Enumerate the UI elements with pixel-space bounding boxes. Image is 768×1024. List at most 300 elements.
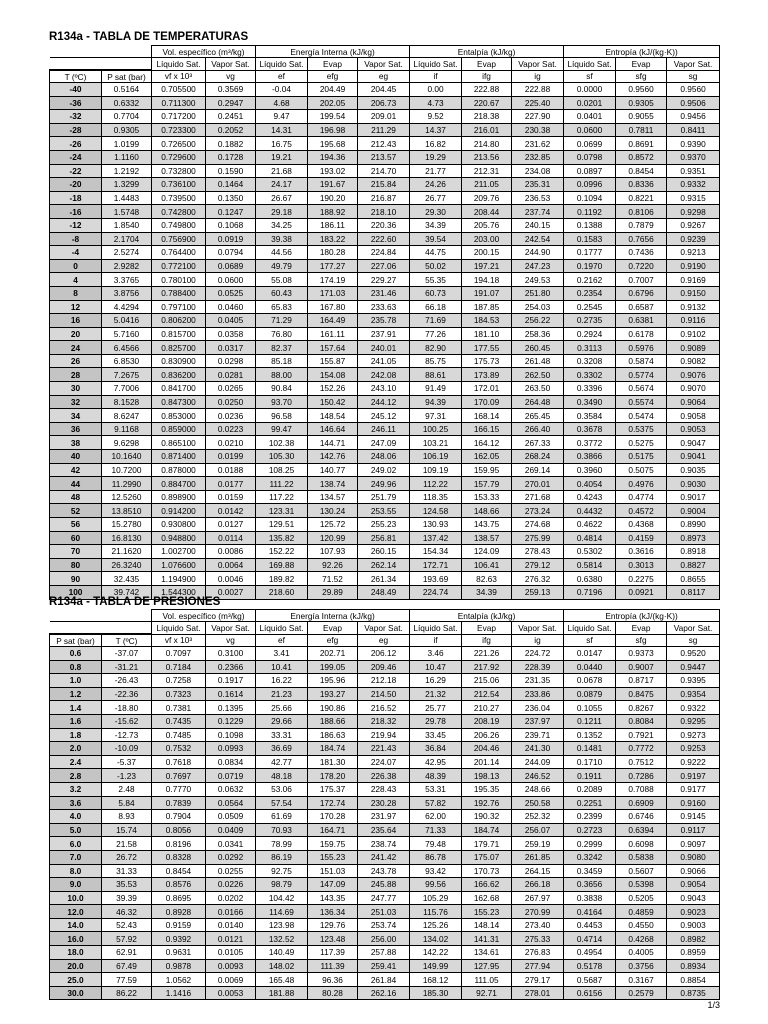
table-cell: 279.17 — [512, 973, 564, 987]
table-row — [50, 545, 720, 559]
subhead-cell: Evap — [616, 622, 667, 635]
table-cell: 61.69 — [256, 810, 308, 824]
table-cell: 216.52 — [358, 701, 410, 715]
table-row — [50, 864, 720, 878]
table-cell: 0.4243 — [564, 490, 616, 504]
row-key-cell: -4 — [50, 246, 102, 260]
table-cell: 212.31 — [462, 164, 512, 178]
table-cell: -0.04 — [256, 83, 308, 97]
table-cell: 0.2275 — [616, 572, 667, 586]
table-cell: 214.70 — [358, 164, 410, 178]
table-cell: 275.99 — [512, 531, 564, 545]
table-cell: 246.11 — [358, 422, 410, 436]
table-cell: 16.75 — [256, 137, 308, 151]
table-cell: 8.93 — [102, 810, 152, 824]
subhead-cell: Líquido Sat. — [152, 622, 206, 635]
subhead-cell: Evap — [462, 58, 512, 71]
table-cell: 199.05 — [308, 660, 358, 674]
subhead-cell: Evap — [462, 622, 512, 635]
table-cell: 0.772100 — [152, 259, 206, 273]
table-cell: 261.48 — [512, 354, 564, 368]
table-cell: 0.1350 — [206, 191, 256, 205]
subhead-cell: Vapor Sat. — [206, 622, 256, 635]
table-cell: 262.16 — [358, 986, 410, 1000]
table-cell: 0.0298 — [206, 354, 256, 368]
table-cell: 46.32 — [102, 905, 152, 919]
table-cell: 0.0140 — [206, 918, 256, 932]
table-cell: 0.898900 — [152, 490, 206, 504]
table-cell: 0.8411 — [667, 123, 720, 137]
table-cell: 24.26 — [410, 178, 462, 192]
table-cell: 10.1640 — [102, 450, 152, 464]
table-row — [50, 850, 720, 864]
table-cell: 244.90 — [512, 246, 564, 260]
table-cell: 0.9253 — [667, 742, 720, 756]
table-cell: 236.04 — [512, 701, 564, 715]
table-cell: 227.90 — [512, 110, 564, 124]
table-cell: 9.52 — [410, 110, 462, 124]
table-cell: 164.49 — [308, 314, 358, 328]
table-cell: 5.0416 — [102, 314, 152, 328]
table-cell: 0.0525 — [206, 286, 256, 300]
table-cell: 262.50 — [512, 368, 564, 382]
table-cell: 0.0564 — [206, 796, 256, 810]
table-cell: 275.33 — [512, 932, 564, 946]
row-key-cell: -12 — [50, 218, 102, 232]
table-row — [50, 382, 720, 396]
row-key-cell: 30.0 — [50, 986, 102, 1000]
table-cell: 0.7618 — [152, 755, 206, 769]
table-cell: 0.0000 — [564, 83, 616, 97]
table-cell: 173.89 — [462, 368, 512, 382]
symbol-cell: vg — [206, 70, 256, 83]
table-cell: 224.84 — [358, 246, 410, 260]
table-cell: 0.9447 — [667, 660, 720, 674]
table-cell: 34.25 — [256, 218, 308, 232]
table-cell: 190.32 — [462, 810, 512, 824]
table-cell: 0.3100 — [206, 647, 256, 661]
table-cell: 96.58 — [256, 409, 308, 423]
table-cell: 62.91 — [102, 946, 152, 960]
table-cell: 184.74 — [308, 742, 358, 756]
table-cell: 206.26 — [462, 728, 512, 742]
table-cell: 11.2990 — [102, 477, 152, 491]
table-cell: 248.49 — [358, 585, 410, 599]
table-cell: 273.24 — [512, 504, 564, 518]
table-cell: 52.43 — [102, 918, 152, 932]
row-key-cell: 56 — [50, 518, 102, 532]
table-cell: 227.06 — [358, 259, 410, 273]
table-cell: 0.2579 — [616, 986, 667, 1000]
table-cell: 29.30 — [410, 205, 462, 219]
table-cell: 0.9395 — [667, 674, 720, 688]
table-cell: 0.0127 — [206, 518, 256, 532]
table-cell: 0.9089 — [667, 341, 720, 355]
table-cell: -31.21 — [102, 660, 152, 674]
table-cell: 71.69 — [410, 314, 462, 328]
table-cell: 0.0046 — [206, 572, 256, 586]
table-cell: 144.71 — [308, 436, 358, 450]
table-cell: 228.43 — [358, 782, 410, 796]
table-cell: 209.76 — [462, 191, 512, 205]
table-cell: 21.32 — [410, 687, 462, 701]
table-cell: 266.40 — [512, 422, 564, 436]
table-cell: 0.4774 — [616, 490, 667, 504]
table-cell: 0.5674 — [616, 382, 667, 396]
table-row — [50, 518, 720, 532]
table-cell: 221.43 — [358, 742, 410, 756]
row-key-cell: -32 — [50, 110, 102, 124]
row-key-cell: 2.0 — [50, 742, 102, 756]
table-cell: 0.9560 — [667, 83, 720, 97]
table-cell: 0.0879 — [564, 687, 616, 701]
table-cell: 0.7088 — [616, 782, 667, 796]
temperature-table-body — [50, 83, 720, 600]
table-cell: 0.9390 — [667, 137, 720, 151]
table-cell: 251.03 — [358, 905, 410, 919]
table-cell: 19.21 — [256, 150, 308, 164]
table-cell: 0.1098 — [206, 728, 256, 742]
symbol-cell: if — [410, 70, 462, 83]
table-cell: 71.33 — [410, 823, 462, 837]
row-key-cell: 28 — [50, 368, 102, 382]
table-row — [50, 728, 720, 742]
row-key-cell: -18 — [50, 191, 102, 205]
table-cell: 0.3013 — [616, 558, 667, 572]
row-key-cell: 1.4 — [50, 701, 102, 715]
table-cell: 0.5814 — [564, 558, 616, 572]
table-cell: 167.80 — [308, 300, 358, 314]
table-cell: 16.8130 — [102, 531, 152, 545]
table-cell: 120.99 — [308, 531, 358, 545]
table-cell: 0.4714 — [564, 932, 616, 946]
table-cell: 0.2723 — [564, 823, 616, 837]
table-cell: 225.40 — [512, 96, 564, 110]
table-cell: 274.68 — [512, 518, 564, 532]
table-cell: 0.5205 — [616, 891, 667, 905]
table-cell: 0.9295 — [667, 714, 720, 728]
table-cell: 256.00 — [358, 932, 410, 946]
table-cell: 166.15 — [462, 422, 512, 436]
table-cell: 0.1192 — [564, 205, 616, 219]
table-cell: 211.29 — [358, 123, 410, 137]
table-cell: 146.64 — [308, 422, 358, 436]
table-cell: 0.841700 — [152, 382, 206, 396]
table-cell: 0.7007 — [616, 273, 667, 287]
table-cell: 258.36 — [512, 327, 564, 341]
table-row — [50, 300, 720, 314]
table-cell: 86.19 — [256, 850, 308, 864]
table-cell: 0.7196 — [564, 585, 616, 599]
table-cell: 0.2251 — [564, 796, 616, 810]
table-cell: 39.38 — [256, 232, 308, 246]
table-cell: -18.80 — [102, 701, 152, 715]
table-cell: 4.73 — [410, 96, 462, 110]
table-cell: 196.98 — [308, 123, 358, 137]
table-cell: 2.1704 — [102, 232, 152, 246]
table-cell: 159.75 — [308, 837, 358, 851]
table-cell: 210.27 — [462, 701, 512, 715]
table-cell: 231.46 — [358, 286, 410, 300]
table-cell: 212.18 — [358, 674, 410, 688]
table-cell: 0.9097 — [667, 837, 720, 851]
table-cell: 111.05 — [462, 973, 512, 987]
table-cell: 214.80 — [462, 137, 512, 151]
table-cell: 0.0250 — [206, 395, 256, 409]
subhead-cell: Evap — [308, 622, 358, 635]
table-cell: 0.0632 — [206, 782, 256, 796]
table-cell: 213.57 — [358, 150, 410, 164]
table-cell: 0.9070 — [667, 382, 720, 396]
row-key-cell: 14.0 — [50, 918, 102, 932]
table-cell: 0.6587 — [616, 300, 667, 314]
symbol-cell: eg — [358, 634, 410, 647]
table-cell: 235.31 — [512, 178, 564, 192]
table-cell: 252.32 — [512, 810, 564, 824]
group-header: Entropía (kJ/(kg·K)) — [564, 610, 720, 622]
table-cell: 231.62 — [512, 137, 564, 151]
table-cell: 0.9392 — [152, 932, 206, 946]
table-cell: 231.97 — [358, 810, 410, 824]
row-key-cell: 8.0 — [50, 864, 102, 878]
table-cell: 0.9004 — [667, 504, 720, 518]
table-cell: 238.74 — [358, 837, 410, 851]
table-cell: 0.914200 — [152, 504, 206, 518]
table-cell: 264.48 — [512, 395, 564, 409]
table-cell: 235.78 — [358, 314, 410, 328]
row-key-cell: 4 — [50, 273, 102, 287]
table-cell: 180.28 — [308, 246, 358, 260]
table-cell: 0.5574 — [616, 395, 667, 409]
table-cell: 77.26 — [410, 327, 462, 341]
table-cell: 218.32 — [358, 714, 410, 728]
table-row — [50, 918, 720, 932]
table-cell: 0.9102 — [667, 327, 720, 341]
table-cell: 162.05 — [462, 450, 512, 464]
table-cell: 200.15 — [462, 246, 512, 260]
table-cell: 77.59 — [102, 973, 152, 987]
table-cell: 247.23 — [512, 259, 564, 273]
table-cell: 0.9305 — [102, 123, 152, 137]
table-cell: 0.1710 — [564, 755, 616, 769]
table-cell: 21.77 — [410, 164, 462, 178]
table-cell: 244.09 — [512, 755, 564, 769]
table-cell: 0.8973 — [667, 531, 720, 545]
table-cell: 143.75 — [462, 518, 512, 532]
table-cell: 0.3302 — [564, 368, 616, 382]
table-cell: 85.18 — [256, 354, 308, 368]
table-cell: 216.87 — [358, 191, 410, 205]
table-cell: 203.00 — [462, 232, 512, 246]
table-cell: 0.1055 — [564, 701, 616, 715]
table-row — [50, 259, 720, 273]
table-cell: 148.02 — [256, 959, 308, 973]
table-cell: 142.22 — [410, 946, 462, 960]
table-cell: 243.78 — [358, 864, 410, 878]
table-cell: 226.38 — [358, 769, 410, 783]
table-cell: 0.9035 — [667, 463, 720, 477]
table-cell: 0.3242 — [564, 850, 616, 864]
table-cell: 0.5075 — [616, 463, 667, 477]
table-cell: 197.21 — [462, 259, 512, 273]
row-key-cell: 9.0 — [50, 878, 102, 892]
table-row — [50, 450, 720, 464]
row-key-cell: 24 — [50, 341, 102, 355]
table-cell: 19.29 — [410, 150, 462, 164]
table-cell: 0.4976 — [616, 477, 667, 491]
table-cell: 0.871400 — [152, 450, 206, 464]
table-cell: 177.27 — [308, 259, 358, 273]
table-row — [50, 110, 720, 124]
table-cell: 247.77 — [358, 891, 410, 905]
table-row — [50, 755, 720, 769]
table-cell: 184.74 — [462, 823, 512, 837]
table-cell: 192.76 — [462, 796, 512, 810]
table-cell: 0.7879 — [616, 218, 667, 232]
table-cell: 142.76 — [308, 450, 358, 464]
symbol-cell: efg — [308, 70, 358, 83]
row-key-cell: -22 — [50, 164, 102, 178]
row-key-cell: 7.0 — [50, 850, 102, 864]
table-cell: 3.41 — [256, 647, 308, 661]
table-cell: 0.6381 — [616, 314, 667, 328]
table-cell: 80.28 — [308, 986, 358, 1000]
table-cell: 0.7485 — [152, 728, 206, 742]
row-key-cell: 20.0 — [50, 959, 102, 973]
row-key-cell: 32 — [50, 395, 102, 409]
table-cell: 0.0188 — [206, 463, 256, 477]
table-cell: 0.6380 — [564, 572, 616, 586]
table-cell: 0.6796 — [616, 286, 667, 300]
table-cell: 172.01 — [462, 382, 512, 396]
table-cell: 0.0236 — [206, 409, 256, 423]
table-cell: 169.88 — [256, 558, 308, 572]
table-cell: 0.723300 — [152, 123, 206, 137]
table-cell: 0.1970 — [564, 259, 616, 273]
table-cell: 104.42 — [256, 891, 308, 905]
table-cell: 0.6746 — [616, 810, 667, 824]
table-cell: 0.3756 — [616, 959, 667, 973]
subhead-cell: Vapor Sat. — [667, 622, 720, 635]
table-cell: 1.0199 — [102, 137, 152, 151]
table-cell: 0.7097 — [152, 647, 206, 661]
subhead-cell: Evap — [616, 58, 667, 71]
table-cell: 0.1481 — [564, 742, 616, 756]
table-cell: 129.51 — [256, 518, 308, 532]
table-cell: 0.0440 — [564, 660, 616, 674]
group-header: Entalpía (kJ/kg) — [410, 610, 564, 622]
table-cell: 7.7006 — [102, 382, 152, 396]
table-cell: 276.32 — [512, 572, 564, 586]
table-cell: 0.742800 — [152, 205, 206, 219]
table-cell: 151.03 — [308, 864, 358, 878]
table-cell: 55.08 — [256, 273, 308, 287]
table-cell: 0.9560 — [616, 83, 667, 97]
table-cell: 0.9082 — [667, 354, 720, 368]
table-cell: 0.5398 — [616, 878, 667, 892]
table-cell: 232.85 — [512, 150, 564, 164]
table-cell: 0.2947 — [206, 96, 256, 110]
table-cell: 0.7811 — [616, 123, 667, 137]
table-cell: 31.33 — [102, 864, 152, 878]
table-cell: 159.95 — [462, 463, 512, 477]
table-cell: 96.36 — [308, 973, 358, 987]
row-key-cell: 44 — [50, 477, 102, 491]
symbol-cell: ef — [256, 70, 308, 83]
table-cell: 184.53 — [462, 314, 512, 328]
temperature-table-title: R134a - TABLA DE TEMPERATURAS — [49, 31, 249, 43]
table-cell: 0.1211 — [564, 714, 616, 728]
table-cell: 0.9222 — [667, 755, 720, 769]
subhead-cell: Líquido Sat. — [564, 622, 616, 635]
table-cell: 0.0405 — [206, 314, 256, 328]
symbol-cell: vg — [206, 634, 256, 647]
table-cell: 0.0460 — [206, 300, 256, 314]
table-cell: 48.39 — [410, 769, 462, 783]
table-cell: 277.94 — [512, 959, 564, 973]
table-cell: 195.35 — [462, 782, 512, 796]
table-cell: 172.71 — [410, 558, 462, 572]
row-key-cell: 6.0 — [50, 837, 102, 851]
table-cell: 0.0292 — [206, 850, 256, 864]
table-cell: 3.3765 — [102, 273, 152, 287]
row-key-cell: 12 — [50, 300, 102, 314]
table-cell: 0.4550 — [616, 918, 667, 932]
table-cell: 99.56 — [410, 878, 462, 892]
table-cell: 0.7704 — [102, 110, 152, 124]
table-cell: 0.0201 — [564, 96, 616, 110]
table-cell: 0.825700 — [152, 341, 206, 355]
table-row — [50, 123, 720, 137]
table-cell: 141.31 — [462, 932, 512, 946]
table-cell: 0.9267 — [667, 218, 720, 232]
row-key-cell: 3.6 — [50, 796, 102, 810]
table-cell: 208.19 — [462, 714, 512, 728]
table-cell: 204.46 — [462, 742, 512, 756]
table-cell: 34.39 — [410, 218, 462, 232]
table-cell: 0.9043 — [667, 891, 720, 905]
table-cell: 0.5607 — [616, 864, 667, 878]
table-row — [50, 314, 720, 328]
table-cell: 186.11 — [308, 218, 358, 232]
row-key-cell: -26 — [50, 137, 102, 151]
table-cell: 240.15 — [512, 218, 564, 232]
subhead-cell: Vapor Sat. — [512, 58, 564, 71]
table-row — [50, 558, 720, 572]
table-cell: 155.23 — [462, 905, 512, 919]
table-cell: 0.8655 — [667, 572, 720, 586]
table-cell: 29.78 — [410, 714, 462, 728]
table-cell: 0.6909 — [616, 796, 667, 810]
row-key-cell: 30 — [50, 382, 102, 396]
table-row — [50, 218, 720, 232]
table-cell: 0.1247 — [206, 205, 256, 219]
table-cell: 0.0053 — [206, 986, 256, 1000]
table-cell: 0.2545 — [564, 300, 616, 314]
table-cell: 0.5687 — [564, 973, 616, 987]
table-cell: 90.84 — [256, 382, 308, 396]
table-cell: 79.48 — [410, 837, 462, 851]
table-cell: 123.48 — [308, 932, 358, 946]
table-cell: 82.37 — [256, 341, 308, 355]
table-cell: 191.67 — [308, 178, 358, 192]
table-cell: 215.06 — [462, 674, 512, 688]
table-cell: 0.9007 — [616, 660, 667, 674]
table-cell: 0.0897 — [564, 164, 616, 178]
table-cell: 0.0159 — [206, 490, 256, 504]
table-row — [50, 932, 720, 946]
table-cell: 0.2366 — [206, 660, 256, 674]
